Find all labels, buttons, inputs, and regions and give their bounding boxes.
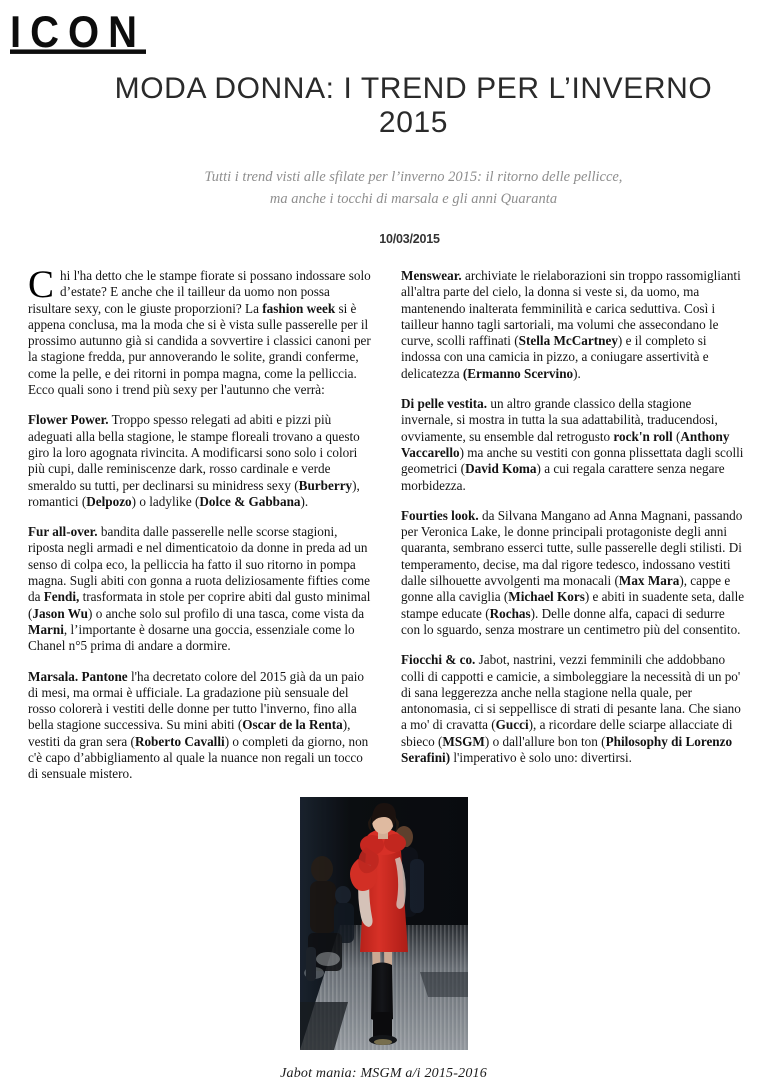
paragraph-fur-all-over	[28, 524, 373, 654]
paragraph-text: Menswear. archiviate le rielaborazioni sin troppo rassomiglianti all'altra parte del cielo, la donna si veste si, da uomo, ma mantenendo inalterata femminilità e carica seduttiva. Così i tailleur hanno tagli sartoriali, ma volumi che assecondano le curve, scolli raffinati (Stella McCartney) e il completo si indossa con una camicia in pizzo, a coniugare assertività e delicatezza (Ermanno Scervino).	[401, 268, 741, 381]
paragraph-fiocchi-e-co	[401, 652, 746, 766]
paragraph-text: Fourties look. da Silvana Mangano ad Anna Magnani, passando per Veronica Lake, le donne principali protagoniste degli anni quaranta, sembrano esserci tutte, sulle passerelle degli stilisti. Di temperamento, decise, ma dal rigore tedesco, indossano vestiti dalle silhouette avvolgenti ma monacali (Max Mara), cappe e gonne alla caviglia (Michael Kors) e abiti in suadente seta, dalle stampe educate (Rochas). Delle donne alfa, capaci di sedurre con lo sguardo, senza mostrare un centimetro più del consentito.	[401, 507, 745, 637]
paragraph-di-pelle-vestita	[401, 396, 746, 494]
paragraph-marsala	[28, 669, 373, 783]
site-logo[interactable]: ICON	[10, 8, 146, 58]
article-header	[0, 58, 767, 246]
article-figure	[0, 797, 767, 1082]
article-body	[0, 263, 767, 797]
paragraph-text: Flower Power. Troppo spesso relegati ad abiti e pizzi più adeguati alla bella stagione, le stampe floreali trovano a questo giro la loro agognata rivincita. A modificarsi sono solo i colori più cupi, dalle reminiscenze dark, rosso cardinale e verde smeraldo su tutti, per declinarsi su minidress sexy (Burberry), romantici (Delpozo) o ladylike (Dolce & Gabbana).	[28, 412, 360, 509]
paragraph-intro	[28, 263, 373, 398]
paragraph-flower-power	[28, 412, 373, 510]
paragraph-text: hi l'ha detto che le stampe fiorate si possano indossare solo d’estate? E anche che il tailleur da uomo non possa risultare sexy, con le giuste proporzioni? La fashion week si è appena conclusa, ma la moda che si è vista sulle passerelle per il prossimo autunno già si candida a sovvertire i classici canoni per la stagione fredda, pur annoverando le solite, grandi conferme, come la pelle, e dei ritorni in pompa magna, come la pelliccia. Ecco quali sono i trend più sexy per l'autunno che verrà:	[28, 268, 371, 398]
paragraph-text: Fur all-over. bandita dalle passerelle nelle scorse stagioni, riposta negli armadi e nel dimenticatoio da donne in preda ad un senso di colpa eco, la pelliccia ha fatto il suo ritorno in pompa magna. Sugli abiti con gonna a ruota deliziosamente fifties come da Fendi, trasformata in stole per coprire abiti dal gusto minimal (Jason Wu) o anche solo sul profilo di una tasca, come vista da Marni, l’importante è dosarne una goccia, essenziale come lo Chanel n°5 prima di andare a dormire.	[28, 524, 371, 654]
paragraph-text: Fiocchi & co. Jabot, nastrini, vezzi femminili che addobbano colli di cappotti e camicie, a simboleggiare la necessità di un po' di sana leggerezza anche nella stagione nella quale, per antonomasia, ci si seppellisce di strati di pesante lana. Che siano a mo' di cravatta (Gucci), a ricordare delle sciarpe allacciate di sbieco (MSGM) o dall'allure bon ton (Philosophy di Lorenzo Serafini) l'imperativo è solo uno: divertirsi.	[401, 652, 741, 766]
masthead	[0, 0, 767, 58]
paragraph-menswear	[401, 268, 746, 382]
runway-photo	[300, 797, 468, 1050]
publish-date: 10/03/2015	[379, 232, 440, 246]
article-column-left	[28, 263, 373, 797]
page-title: MODA DONNA: I TREND PER L’INVERNO 2015	[114, 72, 713, 139]
paragraph-text: Marsala. Pantone l'ha decretato colore del 2015 già da un paio di mesi, ma ormai è ufficiale. La gradazione più sensuale del rosso colorerà i vestiti delle donne per tutto l'inverno, fino alla bella stagione successiva. Su mini abiti (Oscar de la Renta), vestiti da gran sera (Roberto Cavalli) o completi da giorno, non c'è capo d’abbigliamento al quale la nuance non regali un tocco di sensuale mistero.	[28, 668, 369, 782]
drop-cap: C	[28, 263, 55, 306]
paragraph-fourties-look	[401, 508, 746, 638]
article-subhead: Tutti i trend visti alle sfilate per l’inverno 2015: il ritorno delle pellicce, ma anche i tocchi di marsala e gli anni Quaranta	[204, 169, 623, 207]
figure-caption: Jabot mania: MSGM a/i 2015-2016	[280, 1065, 487, 1081]
article-column-right	[401, 268, 746, 797]
paragraph-text: Di pelle vestita. un altro grande classico della stagione invernale, si mostra in tutta la sua adattabilità, traducendosi, ovviamente, su ensemble dal retrogusto rock'n roll (Anthony Vaccarello) ma anche su vestiti con gonna plissettata dagli scolli geometrici (David Koma) a cui regala carattere senza negare morbidezza.	[401, 396, 744, 493]
